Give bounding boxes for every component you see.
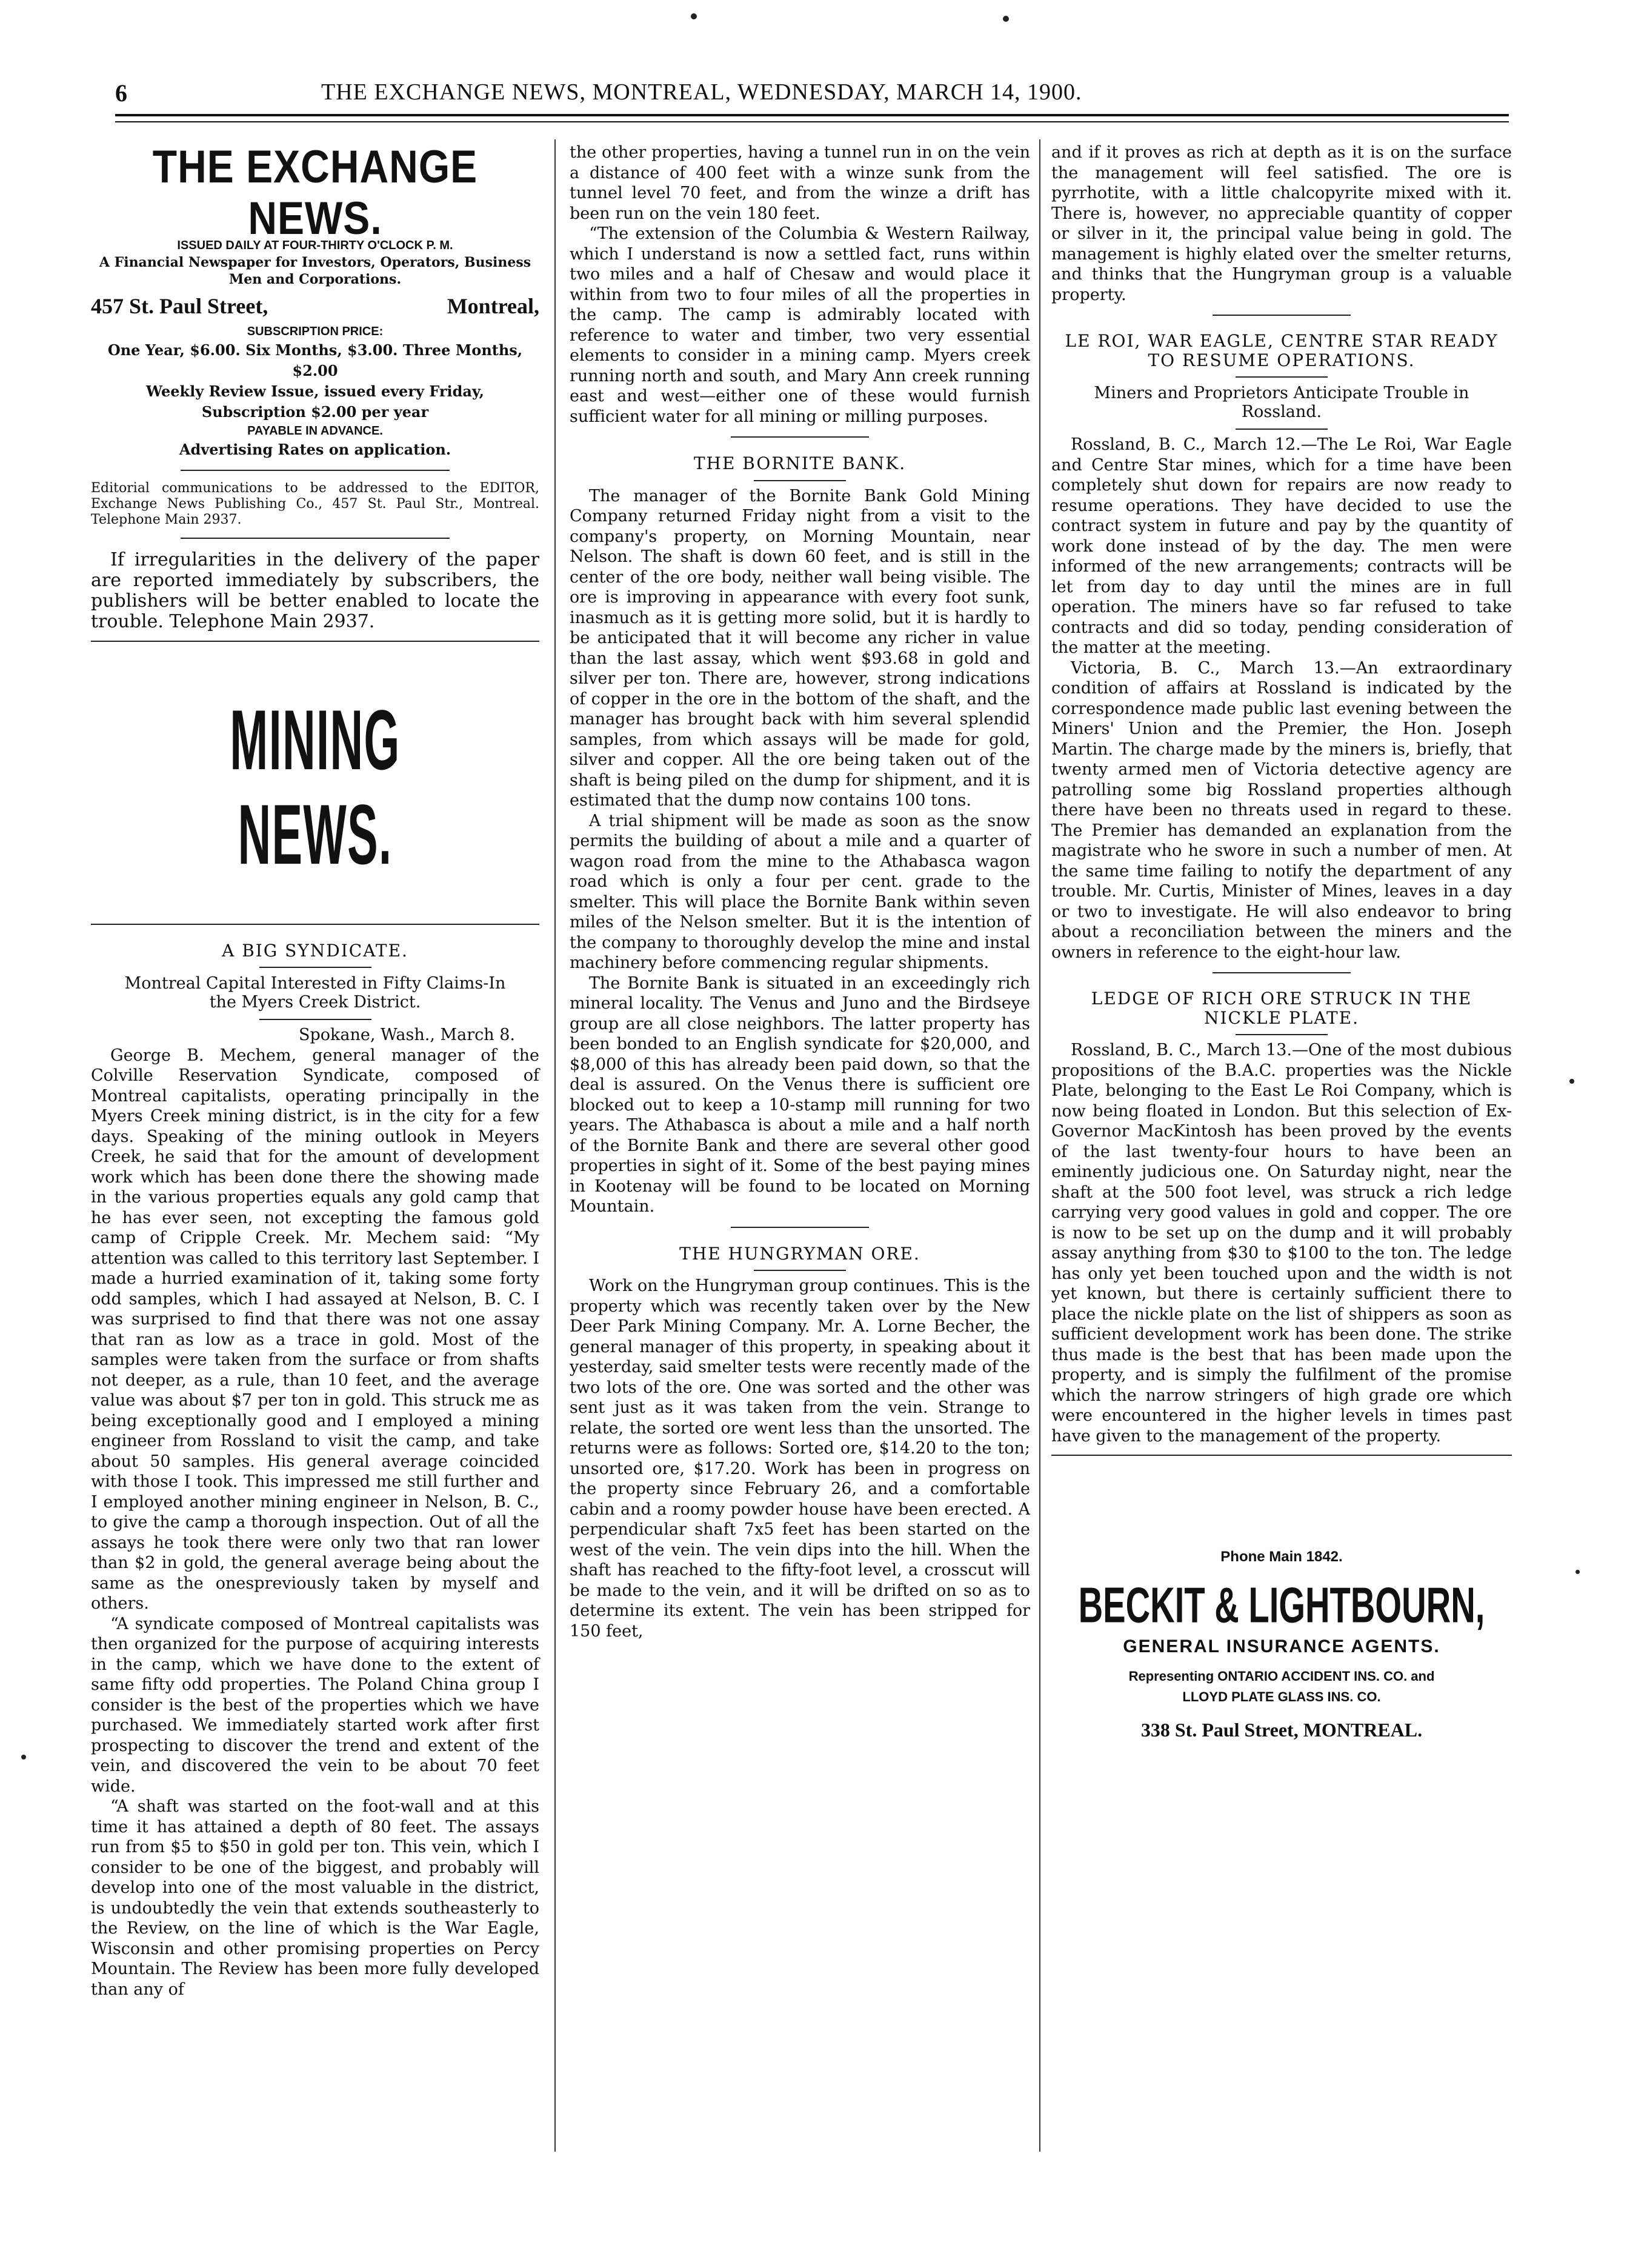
- article-paragraph: “A syndicate composed of Montreal capitalists was then organized for the purpose of acquiring interests in the camp, which we have done to the extent of same fifty odd properties. The Poland China group I consider is the best of the properties which we have purchased. We immediately started work after first prospecting to discover the trend and extent of the vein, and discovered the vein to be about 70 feet wide.: [91, 1614, 539, 1796]
- masthead-street: 457 St. Paul Street,: [91, 294, 268, 318]
- divider: [181, 538, 450, 539]
- article-paragraph: and if it proves as rich at depth as it is on the surface the management will feel satisfied. The ore is pyrrhotite, with a little chalcopyrite mixed with it. There is, however, no appreciable quantity of copper or silver in it, the principal value being in gold. The management is highly elated over the smelter returns, and thinks that the Hungryman group is a valuable property.: [1051, 143, 1512, 304]
- article-paragraph: Work on the Hungryman group continues. This is the property which was recently taken over by the New Deer Park Mining Company. Mr. A. Lorne Becher, the general manager of this property, in speaking about it yesterday, said smelter tests were recently made of the two lots of the ore. One was sorted and the other was sent just as it was taken from the vein. Strange to relate, the sorted ore went less than the unsorted. The returns were as follows: Sorted ore, $14.20 to the ton; unsorted ore, $17.20. Work has been in progress on the property since February 26, and a comfortable cabin and a roomy powder house have been erected. A perpendicular shaft 7x5 feet has been started on the west of the vein. The vein dips into the hill. When the shaft has reached to the fifty-foot level, a crosscut will be made to the vein, and it will be drifted on so as to determine its extent. The vein has been stripped for 150 feet,: [570, 1276, 1030, 1641]
- masthead-issued: ISSUED DAILY AT FOUR-THIRTY O'CLOCK P. M.: [177, 239, 453, 252]
- divider: [91, 641, 539, 642]
- subscription-label: SUBSCRIPTION PRICE:: [247, 324, 384, 338]
- column-3: [1051, 142, 1512, 1740]
- page-number: 6: [115, 79, 128, 107]
- newspaper-header-title: THE EXCHANGE NEWS, MONTREAL, WEDNESDAY, MARCH 14, 1900.: [321, 79, 1082, 105]
- column-divider: [1039, 139, 1040, 2152]
- divider: [1236, 429, 1328, 430]
- print-speck: [1003, 16, 1009, 22]
- article-paragraph: A trial shipment will be made as soon as the snow permits the building of about a mile and a quarter of wagon road from the mine to the Athabasca wagon road which is only a four per cent. grade to the smelter. This will place the Bornite Bank within seven miles of the Nelson smelter. But it is the intention of the company to thoroughly develop the mine and instal machinery before commencing regular shipments.: [570, 811, 1030, 972]
- divider: [731, 436, 869, 438]
- article-heading: A BIG SYNDICATE.: [222, 940, 408, 961]
- weekly-price: Subscription $2.00 per year: [201, 402, 429, 421]
- article-dateline: Spokane, Wash., March 8.: [298, 1026, 515, 1044]
- divider: [1236, 1034, 1328, 1035]
- article-paragraph: the other properties, having a tunnel run in on the vein a distance of 400 feet with a winze sunk from the tunnel level 70 feet, and from the winze a drift has been run on the vein 180 feet.: [570, 143, 1030, 223]
- article-paragraph: Rossland, B. C., March 13.—One of the most dubious propositions of the B.A.C. properties was the Nickle Plate, belonging to the East Le Roi Company, which is now being floated in London. But this selection of Ex-Governor MacKintosh has been proved by the events of the last twenty-four hours to have been an eminently judicious one. On Saturday night, near the shaft at the 500 foot level, was struck a rich ledge carrying very good values in gold and copper. The ore is now to be set up on the dump and it will probably assay anything from $30 to $100 to the ton. The ledge has only yet been touched upon and the width is not yet known, but there is certainly sufficient there to place the nickle plate on the list of shippers as soon as sufficient development work has been done. The strike thus made is the best that has been made upon the property, and is simply the fulfilment of the promise which the narrow stringers of high grade ore which were encountered in the higher levels in times past have given to the management of the property.: [1051, 1041, 1512, 1446]
- divider: [754, 480, 846, 481]
- article-paragraph: George B. Mechem, general manager of the Colville Reservation Syndicate, composed of Montreal capitalists, operating principally in the Myers Creek mining district, is in the city for a few days. Speaking of the mining outlook in Meyers Creek, he said that for the amount of development work which has been done there the showing made in the various properties equals any gold camp that he has ever seen, not excepting the famous gold camp of Cripple Creek. Mr. Mechem said: “My attention was called to this territory last September. I made a hurried examination of it, taking some forty odd samples, which I had assayed at Nelson, B. C. I was surprised to find that there was not one assay that ran as low as a trace in gold. Most of the samples were taken from the surface or from shafts not deeper, as a rule, than 10 feet, and the average value was about $7 per ton in gold. This struck me as being exceptionally good and I employed a mining engineer from Rossland to visit the camp, and take about 50 samples. His general average coincided with those I took. This impressed me still further and I employed another mining engineer in Nelson, B. C., to give the camp a thorough inspection. Out of all the assays he took there were only two that ran lower than $2 in gold, the general average being about the same as the onespreviously taken by myself and others.: [91, 1046, 539, 1613]
- divider: [1051, 1455, 1512, 1456]
- article-heading: LEDGE OF RICH ORE STRUCK IN THE NICKLE PLATE.: [1091, 989, 1472, 1028]
- divider: [731, 1227, 869, 1228]
- divider: [1213, 972, 1351, 973]
- section-title: MINING NEWS.: [230, 692, 401, 882]
- divider: [181, 470, 450, 471]
- article-subheading: Montreal Capital Interested in Fifty Claims-In the Myers Creek District.: [124, 974, 506, 1012]
- weekly-issue: Weekly Review Issue, issued every Friday,: [146, 382, 484, 400]
- article-paragraph: “A shaft was started on the foot-wall and at this time it has attained a depth of 80 feet. The assays run from $5 to $50 in gold per ton. This vein, which I consider to be one of the biggest, and probably will develop into one of the most valuable in the district, is undoubtedly the vein that extends southeasterly to the Review, on the line of which is the War Eagle, Wisconsin and other promising properties on Percy Mountain. The Review has been more fully developed than any of: [91, 1797, 539, 1999]
- divider: [1213, 315, 1351, 316]
- ad-address: 338 St. Paul Street, MONTREAL.: [1140, 1718, 1423, 1741]
- print-speck: [691, 13, 697, 19]
- divider: [1236, 376, 1328, 378]
- article-subheading: Miners and Proprietors Anticipate Trouble in Rossland.: [1094, 384, 1469, 421]
- divider: [259, 1019, 371, 1020]
- article-heading: THE HUNGRYMAN ORE.: [679, 1243, 920, 1264]
- ad-service: GENERAL INSURANCE AGENTS.: [1123, 1636, 1440, 1656]
- article-paragraph: Rossland, B. C., March 12.—The Le Roi, War Eagle and Centre Star mines, which for a time have been completely shut down for repairs are now ready to resume operations. They have decided to use the contract system in future and pay by the quantity of work done instead of by the day. The men were informed of the new arrangements; contracts will be let from day to day until the mines are in full operation. The miners have so far refused to take contracts and did so today, pending consideration of the matter at the meeting.: [1051, 435, 1512, 657]
- column-1: [91, 142, 539, 2000]
- masthead-address: [91, 296, 539, 317]
- article-paragraph: The Bornite Bank is situated in an exceedingly rich mineral locality. The Venus and Juno and the Birdseye group are all close neighbors. The latter property has been bonded to an English syndicate for $20,000, and $8,000 of this has already been paid down, so that the deal is assured. On the Venus there is sufficient ore blocked out to keep a 10-stamp mill running for two years. The Athabasca is about a mile and a half north of the Bornite Bank and there are several other good properties in sight of it. Some of the best paying mines in Kootenay will be found to be located on Morning Mountain.: [570, 973, 1030, 1216]
- ad-represent-2: LLOYD PLATE GLASS INS. CO.: [1182, 1689, 1381, 1704]
- ad-firm-name: BECKIT & LIGHTBOURN,: [1078, 1577, 1485, 1633]
- print-speck: [1569, 1079, 1574, 1084]
- divider: [91, 924, 539, 925]
- masthead-city: Montreal,: [447, 294, 539, 318]
- divider: [754, 1270, 846, 1271]
- advertising-rates: Advertising Rates on application.: [179, 440, 451, 458]
- article-heading: LE ROI, WAR EAGLE, CENTRE STAR READY TO RESUME OPERATIONS.: [1065, 331, 1499, 370]
- column-divider: [554, 139, 556, 2152]
- column-2: [570, 142, 1030, 1641]
- masthead-tagline: A Financial Newspaper for Investors, Operators, Business Men and Corporations.: [99, 255, 531, 287]
- print-speck: [1575, 1570, 1580, 1574]
- article-paragraph: “The extension of the Columbia & Western Railway, which I understand is now a settled fact, runs within two miles and a half of Chesaw and would place it within from two to four miles of all the properties in the camp. The camp is admirably located with reference to water and timber, two very essential elements to consider in a mining camp. Myers creek running north and south, and Mary Ann creek running east and west—either one of these would furnish sufficient water for all mining or milling purposes.: [570, 224, 1030, 426]
- delivery-notice: If irregularities in the delivery of the paper are reported immediately by subscribers, the publishers will be better enabled to locate the trouble. Telephone Main 2937.: [91, 549, 539, 632]
- page-header: [115, 79, 1509, 115]
- ad-represent-1: Representing ONTARIO ACCIDENT INS. CO. and: [1128, 1668, 1435, 1684]
- print-speck: [21, 1755, 26, 1759]
- article-paragraph: Victoria, B. C., March 13.—An extraordinary condition of affairs at Rossland is indicated by the correspondence made public last evening between the Miners' Union and the Premier, the Hon. Joseph Martin. The charge made by the miners is, briefly, that twenty armed men of Victoria detective agency are patrolling some big Rossland properties although there have been no threats used in regard to these. The Premier has demanded an explanation from the magistrate who he swore in such a number of men. At the same time failing to notify the department of any trouble. Mr. Curtis, Minister of Mines, leaves in a day or two to investigate. He will also endeavor to bring about a reconciliation between the miners and the owners in reference to the eight-hour law.: [1051, 658, 1512, 962]
- payable-advance: PAYABLE IN ADVANCE.: [247, 424, 383, 438]
- article-heading: THE BORNITE BANK.: [693, 453, 907, 473]
- subscription-prices: One Year, $6.00. Six Months, $3.00. Three Months, $2.00: [107, 341, 523, 379]
- article-paragraph: The manager of the Bornite Bank Gold Mining Company returned Friday night from a visit to the company's property, on Morning Mountain, near Nelson. The shaft is down 60 feet, and is still in the center of the ore body, neither wall being visible. The ore is improving in appearance with every foot sunk, inasmuch as it is getting more solid, but it is hardly to be anticipated that it will become any richer in value than the last assay, which went $93.68 in gold and silver per ton. There are, however, strong indications of copper in the ore in the bottom of the shaft, and the manager has brought back with him several splendid samples, from which assays will be made for gold, silver and copper. All the ore being taken out of the shaft is being piled on the dump for shipment, and it is estimated that the dump now contains 100 tons.: [570, 486, 1030, 810]
- masthead-title: THE EXCHANGE NEWS.: [152, 140, 478, 244]
- editorial-address: Editorial communications to be addressed to the EDITOR, Exchange News Publishing Co., 457 St. Paul Str., Montreal. Telephone Main 2937.: [91, 480, 539, 527]
- ad-phone: Phone Main 1842.: [1220, 1549, 1343, 1565]
- divider: [259, 967, 371, 968]
- header-rule: [115, 114, 1509, 122]
